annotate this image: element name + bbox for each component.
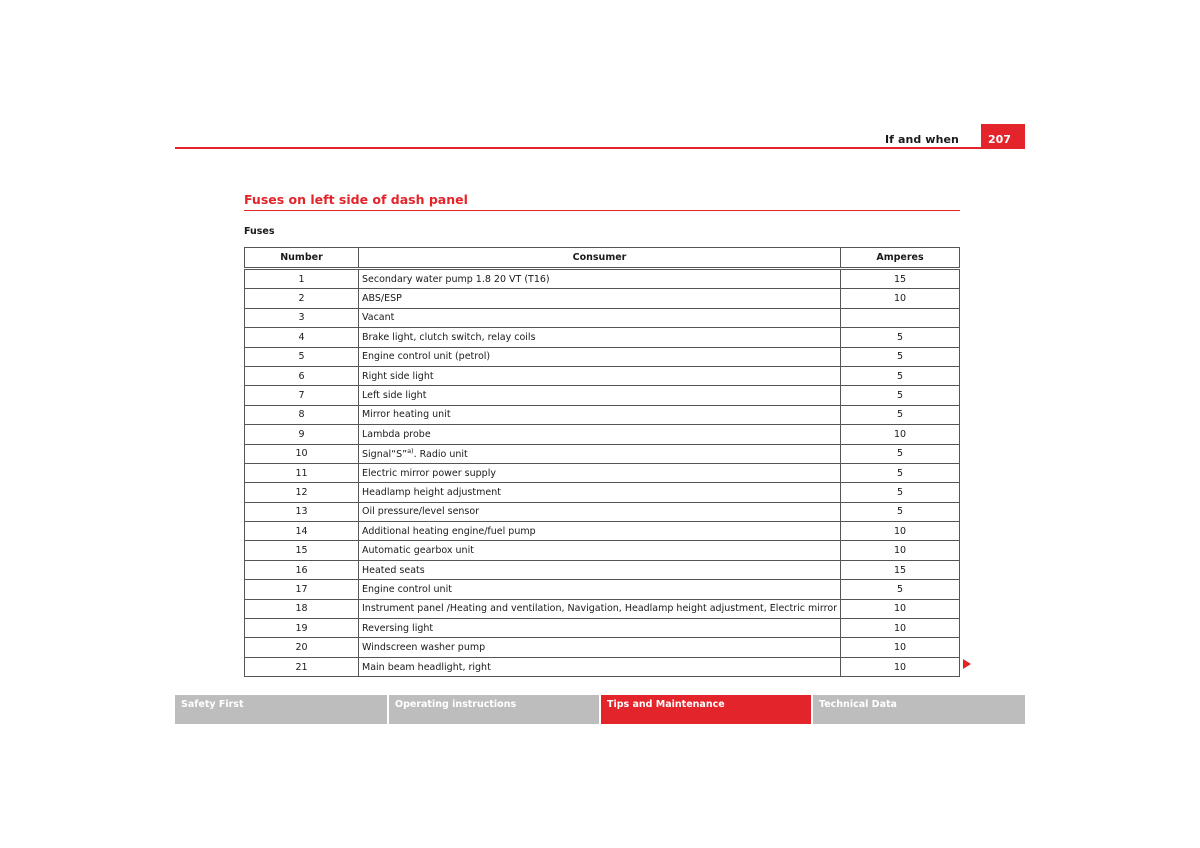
fuse-consumer: Vacant [359, 308, 841, 327]
table-row [245, 425, 960, 444]
section-rule [244, 210, 960, 211]
footer-tab-technical-data[interactable]: Technical Data [813, 695, 1025, 724]
fuse-number: 4 [245, 328, 359, 347]
table-row [245, 502, 960, 521]
fuse-amperes: 10 [841, 657, 960, 676]
fuse-consumer: Heated seats [359, 560, 841, 579]
fuse-consumer-suffix: . Radio unit [413, 449, 468, 461]
section-heading: Fuses on left side of dash panel [244, 192, 468, 207]
footer-tab-tips-and-maintenance[interactable]: Tips and Maintenance [601, 695, 813, 724]
fuse-amperes: 10 [841, 619, 960, 638]
table-row [245, 405, 960, 424]
fuse-consumer: Automatic gearbox unit [359, 541, 841, 560]
fuse-number: 8 [245, 405, 359, 424]
table-row [245, 328, 960, 347]
fuse-consumer: Reversing light [359, 619, 841, 638]
table-row [245, 483, 960, 502]
table-row [245, 366, 960, 385]
table-caption: Fuses [244, 226, 275, 237]
fuse-number: 9 [245, 425, 359, 444]
column-header-number: Number [245, 248, 359, 269]
table-row [245, 638, 960, 657]
column-header-consumer: Consumer [359, 248, 841, 269]
fuse-consumer: Lambda probe [359, 425, 841, 444]
fuse-number: 13 [245, 502, 359, 521]
fuse-consumer: Engine control unit (petrol) [359, 347, 841, 366]
fuse-consumer: Left side light [359, 386, 841, 405]
table-row [245, 308, 960, 327]
fuse-number: 19 [245, 619, 359, 638]
fuse-consumer: Secondary water pump 1.8 20 VT (T16) [359, 269, 841, 289]
column-header-amperes: Amperes [841, 248, 960, 269]
fuse-amperes: 5 [841, 366, 960, 385]
footer-nav [175, 695, 1025, 724]
fuse-number: 16 [245, 560, 359, 579]
table-row [245, 619, 960, 638]
fuse-consumer: Oil pressure/level sensor [359, 502, 841, 521]
fuse-amperes: 10 [841, 425, 960, 444]
fuse-number: 20 [245, 638, 359, 657]
table-row [245, 560, 960, 579]
fuse-amperes: 10 [841, 289, 960, 308]
table-row [245, 580, 960, 599]
table-row [245, 463, 960, 482]
fuse-number: 6 [245, 366, 359, 385]
fuse-number: 11 [245, 463, 359, 482]
fuse-consumer: Main beam headlight, right [359, 657, 841, 676]
fuse-amperes: 5 [841, 444, 960, 463]
fuse-consumer [359, 444, 841, 463]
fuse-consumer: Right side light [359, 366, 841, 385]
fuse-amperes: 5 [841, 328, 960, 347]
fuse-consumer: Electric mirror power supply [359, 463, 841, 482]
fuse-consumer: Brake light, clutch switch, relay coils [359, 328, 841, 347]
arrow-right-icon[interactable] [963, 659, 971, 669]
fuse-amperes: 5 [841, 463, 960, 482]
fuse-amperes: 5 [841, 386, 960, 405]
footer-tab-safety-first[interactable]: Safety First [175, 695, 389, 724]
chapter-title: If and when [884, 133, 959, 146]
fuse-consumer: Instrument panel /Heating and ventilation, Navigation, Headlamp height adjustment, Electric mirror [359, 599, 841, 618]
fuse-number: 14 [245, 522, 359, 541]
fuse-number: 17 [245, 580, 359, 599]
table-row [245, 289, 960, 308]
fuse-amperes: 15 [841, 560, 960, 579]
table-row [245, 657, 960, 676]
fuse-consumer: Windscreen washer pump [359, 638, 841, 657]
table-row [245, 269, 960, 289]
fuse-number: 7 [245, 386, 359, 405]
fuse-amperes: 10 [841, 522, 960, 541]
fuse-number: 3 [245, 308, 359, 327]
fuse-number: 21 [245, 657, 359, 676]
table-row [245, 541, 960, 560]
fuse-number: 10 [245, 444, 359, 463]
table-row [245, 522, 960, 541]
fuse-number: 15 [245, 541, 359, 560]
fuse-amperes: 5 [841, 405, 960, 424]
fuse-table [244, 247, 960, 677]
footnote-marker: a) [407, 447, 414, 456]
fuse-number: 12 [245, 483, 359, 502]
footer-tab-operating-instructions[interactable]: Operating instructions [389, 695, 601, 724]
table-row [245, 347, 960, 366]
fuse-amperes: 5 [841, 580, 960, 599]
table-row [245, 444, 960, 463]
fuse-amperes: 10 [841, 638, 960, 657]
table-row [245, 599, 960, 618]
fuse-number: 1 [245, 269, 359, 289]
fuse-amperes: 5 [841, 483, 960, 502]
fuse-consumer: Mirror heating unit [359, 405, 841, 424]
fuse-consumer: Engine control unit [359, 580, 841, 599]
fuse-amperes: 5 [841, 502, 960, 521]
fuse-number: 18 [245, 599, 359, 618]
fuse-amperes: 10 [841, 541, 960, 560]
fuse-amperes [841, 308, 960, 327]
fuse-amperes: 10 [841, 599, 960, 618]
fuse-number: 5 [245, 347, 359, 366]
fuse-consumer: Additional heating engine/fuel pump [359, 522, 841, 541]
fuse-consumer: Headlamp height adjustment [359, 483, 841, 502]
fuse-number: 2 [245, 289, 359, 308]
table-header-row [245, 248, 960, 269]
table-row [245, 386, 960, 405]
page-number: 207 [981, 124, 1025, 149]
fuse-amperes: 5 [841, 347, 960, 366]
fuse-consumer: ABS/ESP [359, 289, 841, 308]
fuse-consumer-prefix: Signal“S” [362, 449, 408, 461]
fuse-amperes: 15 [841, 269, 960, 289]
header-rule [175, 147, 1025, 149]
